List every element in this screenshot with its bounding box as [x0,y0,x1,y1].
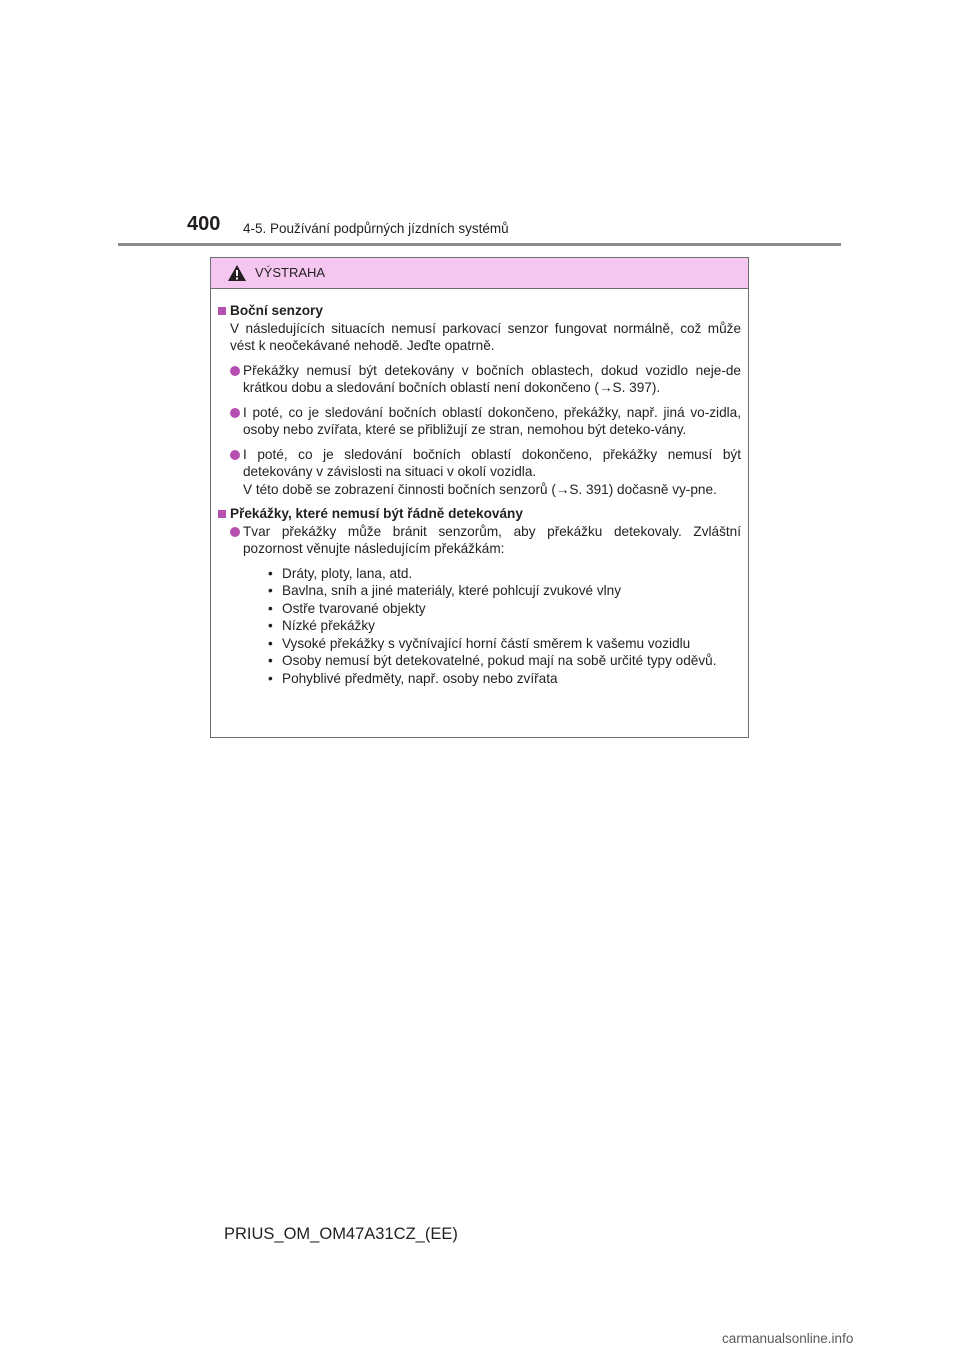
square-bullet-icon [218,510,226,518]
round-bullet-icon [230,527,240,537]
section-intro: V následujících situacích nemusí parkovací senzor fungovat normálně, což může vést k neočekávané nehodě. Jeďte opatrně. [230,320,741,353]
round-bullet-icon [230,408,240,418]
watermark: carmanualsonline.info [722,1331,854,1346]
section-heading-text: Boční senzory [230,303,323,318]
list-item-text [243,523,741,688]
warning-box [210,257,749,738]
document-code: PRIUS_OM_OM47A31CZ_(EE) [224,1225,458,1243]
sub-list-item-text: Nízké překážky [282,618,375,633]
list-item [230,523,741,688]
sub-list-item: • Ostře tvarované objekty [268,600,426,616]
header-divider [118,243,841,246]
sub-list-item: • Nízké překážky [268,618,375,633]
warning-header [211,258,748,289]
sub-list-item-text: Osoby nemusí být detekovatelné, pokud mají na sobě určité typy oděvů. [282,653,717,668]
obstacle-list [268,565,741,688]
list-item-text-part: I poté, co je sledování bočních oblastí dokončeno, překážky nemusí být detekovány v závislosti na situaci v okolí vozidla. [243,446,741,479]
warning-body [211,289,748,687]
sub-list-item-text: Ostře tvarované objekty [282,600,426,616]
list-item [230,362,741,397]
sub-list-item-text: Dráty, ploty, lana, atd. [282,565,413,581]
section-heading [218,505,741,523]
sub-list-item-text: Vysoké překážky s vyčnívající horní částí směrem k vašemu vozidlu [282,635,691,651]
section-title: 4-5. Používání podpůrných jízdních systémů [243,221,509,236]
list-item-text-part: V této době se zobrazení činnosti bočních senzorů (→S. 391) dočasně vy-pne. [243,481,717,497]
sub-list-item: • Osoby nemusí být detekovatelné, pokud mají na sobě určité typy oděvů. [268,653,717,668]
sub-list-item: • Dráty, ploty, lana, atd. [268,565,413,581]
section-heading-text: Překážky, které nemusí být řádně detekovány [230,506,523,521]
list-item-text [243,446,741,499]
sub-list-item-text: Bavlna, sníh a jiné materiály, které pohlcují zvukové vlny [282,583,622,598]
square-bullet-icon [218,307,226,315]
sub-list-item: • Vysoké překážky s vyčnívající horní částí směrem k vašemu vozidlu [268,635,691,651]
round-bullet-icon [230,366,240,376]
list-item-text: I poté, co je sledování bočních oblastí dokončeno, překážky, např. jiná vo-zidla, osoby nebo zvířata, které se přibližují ze stran, nemohou být deteko-vány. [243,404,741,437]
list-item-text: Překážky nemusí být detekovány v bočních oblastech, dokud vozidlo neje-de krátkou dobu a sledování bočních oblastí není dokončeno (→S. 397). [243,362,741,395]
list-item-text-part: Tvar překážky může bránit senzorům, aby překážku detekovaly. Zvláštní pozornost věnujte následujícím překážkám: [243,523,741,556]
round-bullet-icon [230,450,240,460]
sub-list-item: • Bavlna, sníh a jiné materiály, které pohlcují zvukové vlny [268,583,622,598]
list-item [230,404,741,439]
section-heading [218,302,741,320]
page-number: 400 [187,213,221,235]
warning-triangle-icon [227,264,247,282]
sub-list-item-text: Pohyblivé předměty, např. osoby nebo zvířata [282,670,558,686]
sub-list-item: • Pohyblivé předměty, např. osoby nebo zvířata [268,670,558,686]
warning-title: VÝSTRAHA [255,265,326,280]
list-item [230,446,741,499]
